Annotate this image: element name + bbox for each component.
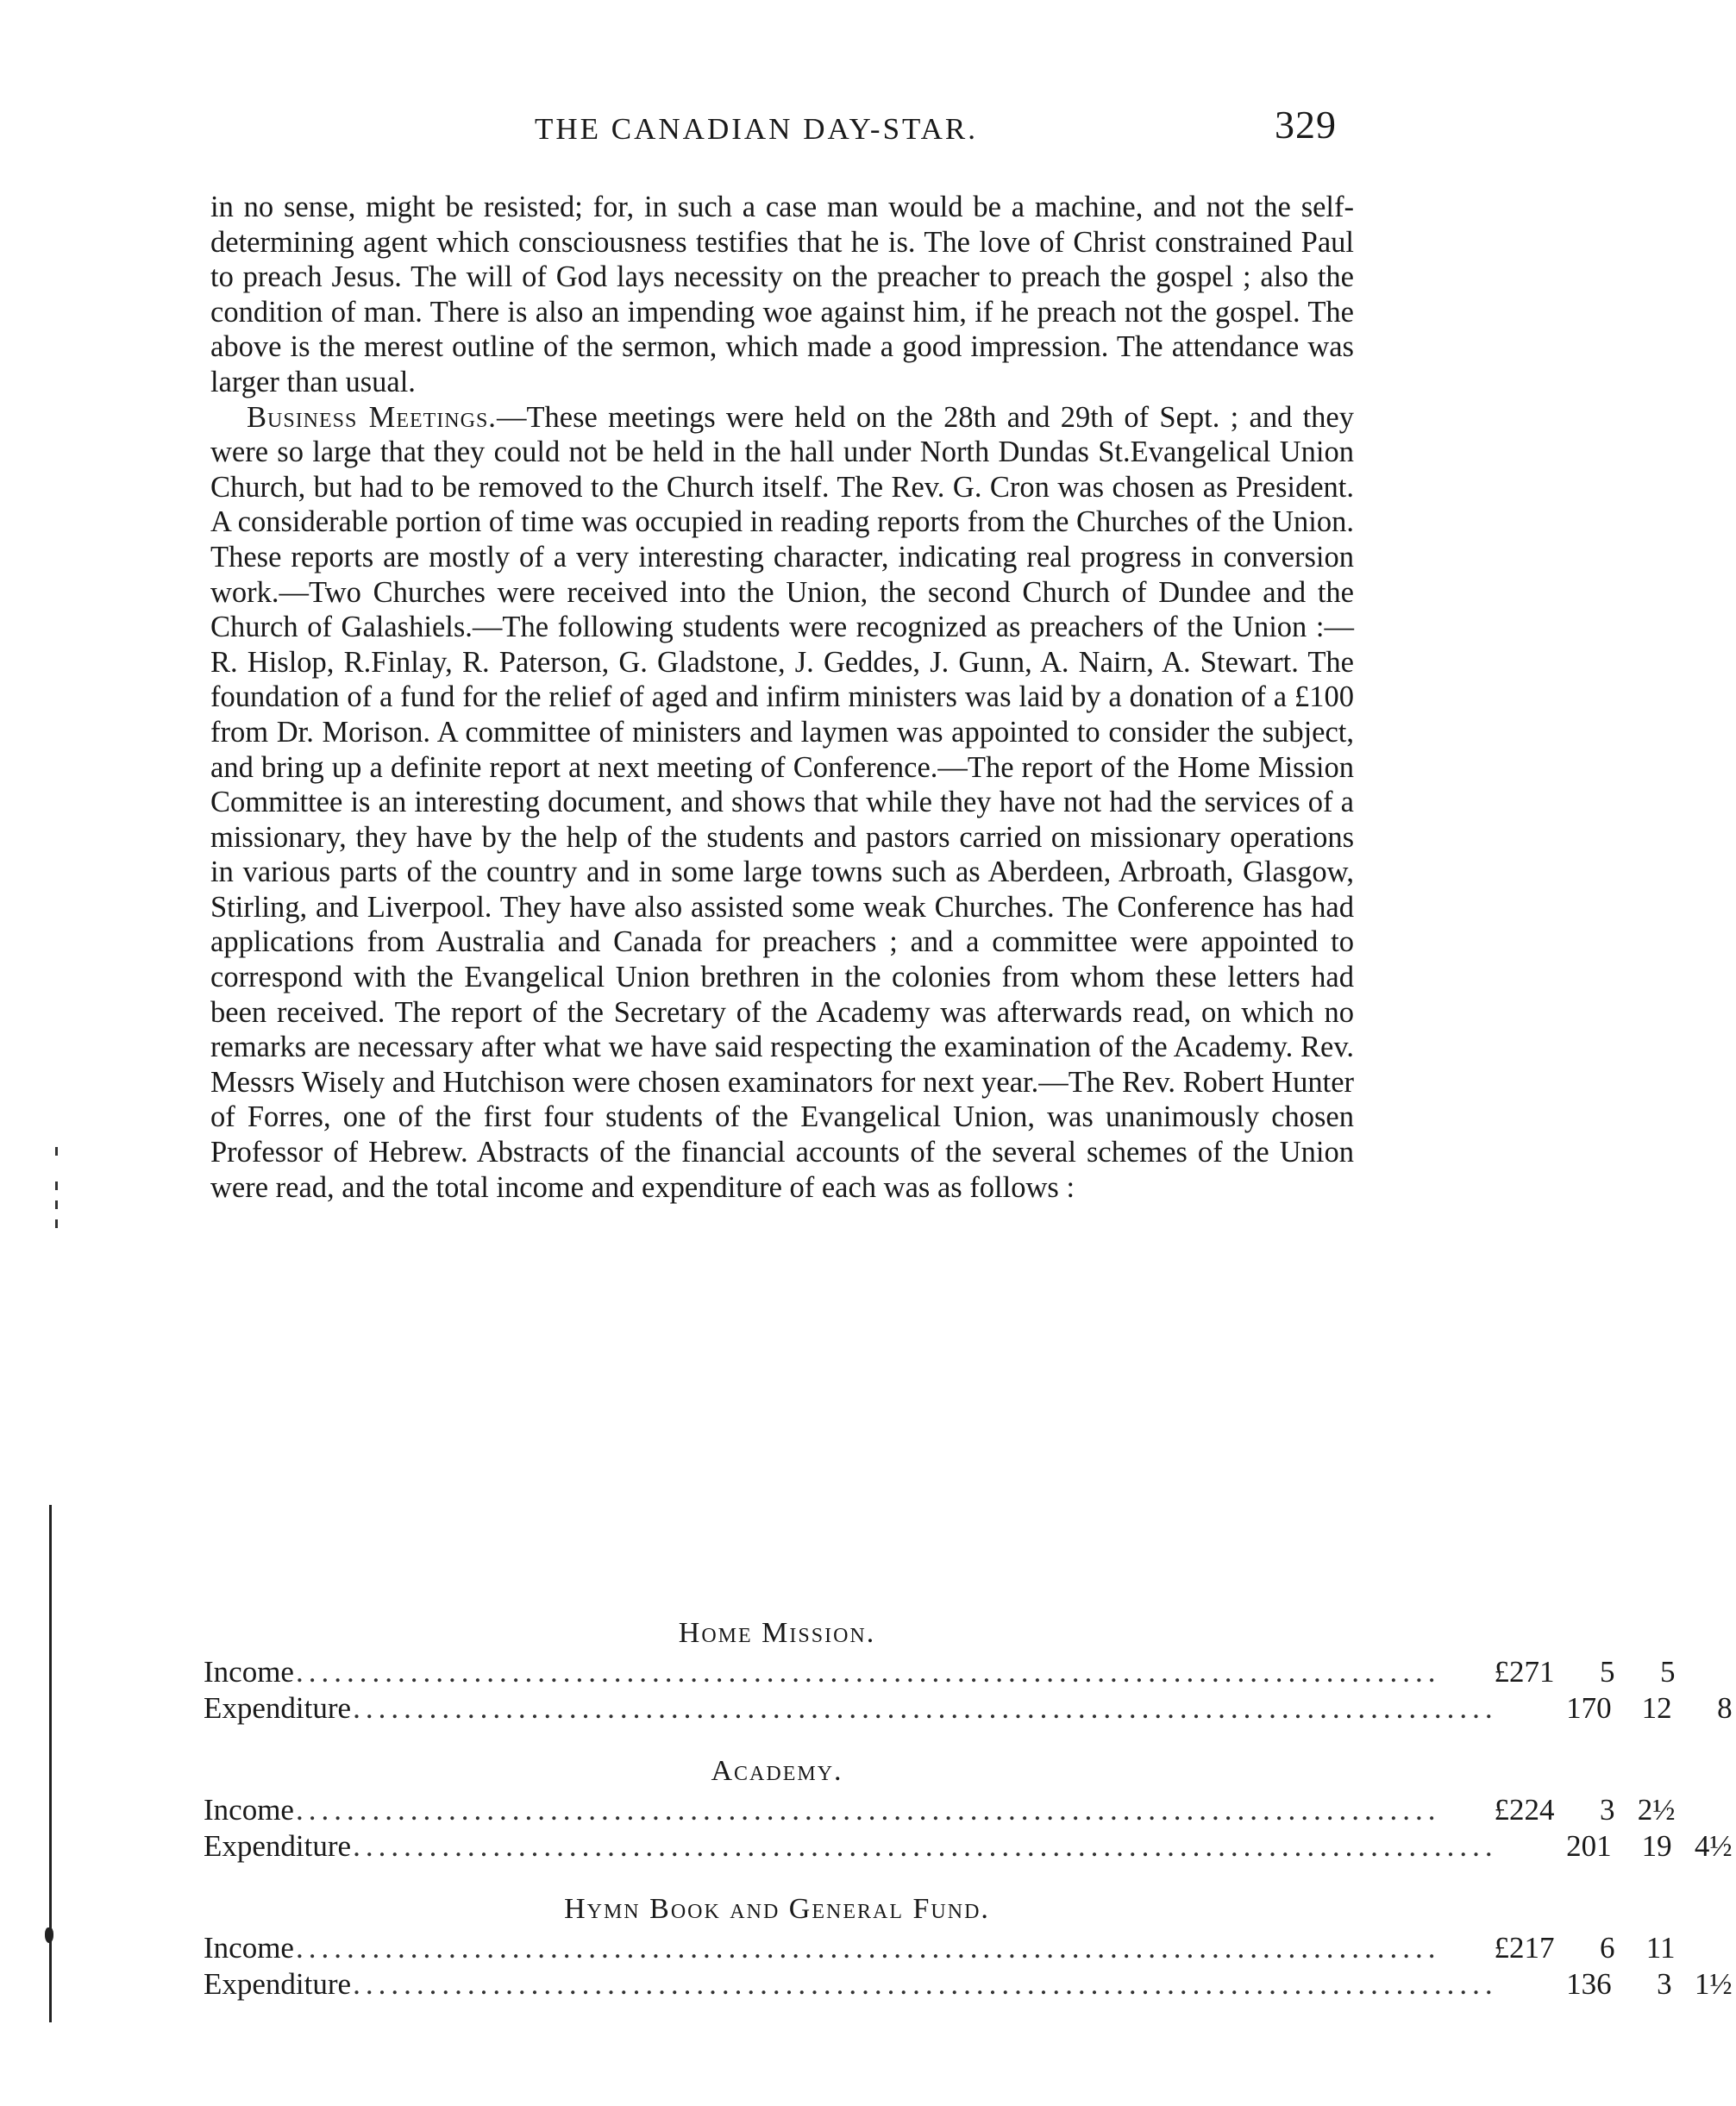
row-label: Income: [204, 1931, 294, 1965]
amount-shillings: 5: [1599, 1655, 1615, 1689]
account-heading: Academy.: [711, 1755, 843, 1787]
leader-dots: ..........................................................................................: [295, 1793, 1441, 1827]
paragraph-business-meetings-text: —These meetings were held on the 28th and 29th of Sept. ; and they were so large that they could not be held in the hall under North Dundas St.Evangelical Union Church, but had to be removed to the Church itself. The Rev. G. Cron was chosen as President. A considerable portion of time was occupied in reading reports from the Churches of the Union. These reports are mostly of a very interesting character, indicating real progress in conversion work.—Two Churches were received into the Union, the second Church of Dundee and the Church of Galashiels.—The following students were recognized as preachers of the Union :—R. Hislop, R.Finlay, R. Paterson, G. Gladstone, J. Geddes, J. Gunn, A. Nairn, A. Stewart. The foundation of a fund for the relief of aged and infirm ministers was laid by a donation of a £100 from Dr. Morison. A committee of ministers and laymen was appointed to consider the subject, and bring up a definite report at next meeting of Conference.—The report of the Home Mission Committee is an interesting document, and shows that while they have not had the services of a missionary, they have by the help of the students and pastors carried on missionary operations in various parts of the country and in some large towns such as Aberdeen, Arbroath, Glasgow, Stirling, and Liverpool. They have also assisted some weak Churches. The Conference has had applications from Australia and Canada for preachers ; and a committee were appointed to correspond with the Evangelical Union brethren in the colonies from whom these letters had been received. The report of the Secretary of the Academy was afterwards read, on which no remarks are necessary after what we have said respecting the examination of the Academy. Rev. Messrs Wisely and Hutchison were chosen examinators for next year.—The Rev. Robert Hunter of Forres, one of the first four students of the Evangelical Union, was unanimously chosen Professor of Hebrew. Abstracts of the financial accounts of the several schemes of the Union were read, and the total income and expenditure of each was as follows :: [210, 400, 1354, 1204]
account-row-income: [204, 1654, 1676, 1690]
paragraph-business-meetings: [210, 400, 1354, 1206]
amount-shillings: 12: [1641, 1691, 1672, 1725]
amount-pence: 11: [1645, 1931, 1676, 1965]
account-heading: Home Mission.: [678, 1617, 876, 1649]
row-label: Expenditure: [204, 1967, 352, 2001]
account-row-expenditure: [204, 1966, 1733, 2003]
row-label: Income: [204, 1793, 294, 1827]
scan-speck: [55, 1219, 58, 1228]
page-number: 329: [1275, 103, 1337, 147]
row-label: Expenditure: [204, 1829, 352, 1863]
amount-pounds: 170: [1566, 1691, 1612, 1725]
leader-dots: ..........................................................................................: [295, 1931, 1441, 1965]
account-row-expenditure: [204, 1828, 1733, 1865]
amount-pounds: 136: [1566, 1967, 1612, 2001]
amount-pence: 4½: [1694, 1829, 1733, 1863]
scan-speck: [55, 1200, 58, 1209]
row-label: Expenditure: [204, 1691, 352, 1725]
account-row-income: [204, 1930, 1676, 1966]
amount-shillings: 3: [1599, 1793, 1615, 1827]
leader-dots: ..........................................................................................: [353, 1829, 1498, 1863]
running-title: THE CANADIAN DAY-STAR.: [535, 112, 978, 146]
amount-shillings: 19: [1641, 1829, 1672, 1863]
row-label: Income: [204, 1655, 294, 1689]
amount-pounds: £271: [1494, 1655, 1555, 1689]
amount-pence: 1½: [1694, 1967, 1733, 2001]
account-row-income: [204, 1792, 1676, 1828]
page-header: [535, 102, 1337, 154]
financial-accounts: [204, 1613, 1733, 2003]
paragraph-sermon-summary: in no sense, might be resisted; for, in such a case man would be a machine, and not the self-determining agent which consciousness testifies that he is. The love of Christ constrained Paul to preach Jesus. The will of God lays necessity on the preacher to preach the gospel ; also the condition of man. There is also an impending woe against him, if he preach not the gospel. The above is the merest outline of the sermon, which made a good impression. The attendance was larger than usual.: [210, 191, 1354, 398]
amount-shillings: 6: [1599, 1931, 1615, 1965]
account-section-academy: [204, 1751, 1733, 1865]
binding-edge-line: [49, 1505, 52, 2022]
amount-pounds: £224: [1494, 1793, 1555, 1827]
leader-dots: ..........................................................................................: [295, 1655, 1441, 1689]
account-row-expenditure: [204, 1690, 1733, 1727]
binding-edge-mark: [45, 1927, 53, 1943]
amount-pounds: £217: [1494, 1931, 1555, 1965]
amount-shillings: 3: [1657, 1967, 1672, 2001]
scan-speck: [55, 1181, 58, 1190]
leader-dots: ..........................................................................................: [353, 1691, 1498, 1725]
amount-pence: 2½: [1637, 1793, 1676, 1827]
account-section-hymn-book: [204, 1889, 1733, 2003]
account-heading: Hymn Book and General Fund.: [564, 1893, 990, 1925]
amount-pounds: 201: [1566, 1829, 1612, 1863]
amount-pence: 5: [1659, 1655, 1676, 1689]
scan-speck: [55, 1147, 58, 1156]
account-section-home-mission: [204, 1613, 1733, 1727]
leader-dots: ..........................................................................................: [353, 1967, 1498, 2001]
article-body: [210, 190, 1354, 1205]
section-lead-business-meetings: Business Meetings.: [247, 400, 497, 434]
amount-pence: 8: [1717, 1691, 1733, 1725]
